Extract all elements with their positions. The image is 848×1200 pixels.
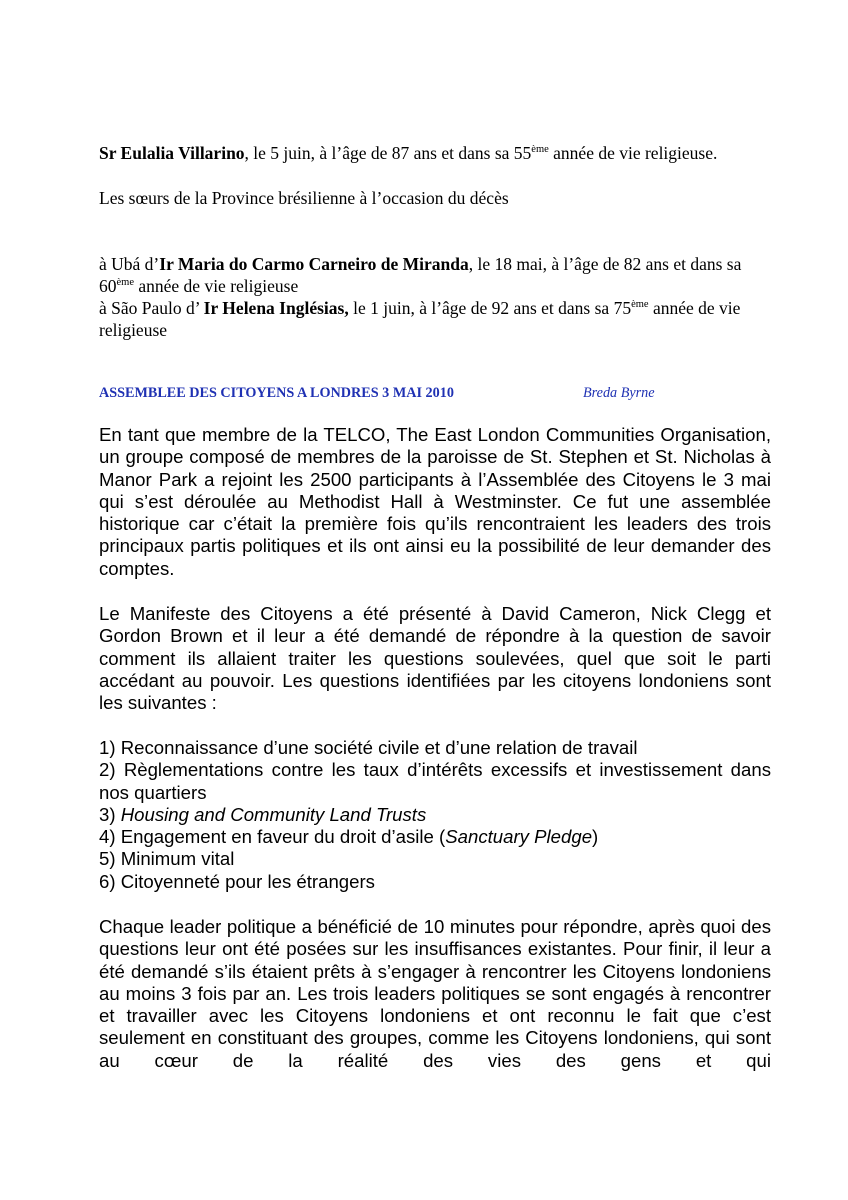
article-heading xyxy=(99,384,771,402)
article-paragraph-3: Chaque leader politique a bénéficié de 10 minutes pour répondre, après quoi des questions leur ont été posées sur les insuffisances existantes. Pour finir, il leur a été demandé s’ils étaient prêts à s’engager à rencontrer les Citoyens londoniens au moins 3 fois par an. Les trois leaders politiques se sont engagés à rencontrer et travailler avec les Citoyens londoniens et ont reconnu le fait que c’est seulement en constituant des groupes, comme les Citoyens londoniens, qui sont au cœur de la réalité des vies des gens et qui xyxy=(99,916,771,1071)
obituary-name: Sr Eulalia Villarino xyxy=(99,143,245,163)
obituary-brazil xyxy=(99,253,771,341)
obituary-name: Ir Maria do Carmo Carneiro de Miranda xyxy=(159,254,469,274)
obituary-prefix: à Ubá d’ xyxy=(99,254,160,274)
obituary-eulalia xyxy=(99,142,771,164)
obituary-text: le 1 juin, à l’âge de 92 ans et dans sa 75 xyxy=(348,298,632,318)
list-item xyxy=(99,804,771,826)
list-item xyxy=(99,826,771,848)
issues-list xyxy=(99,737,771,893)
obituary-text: , le 18 mai, à l’âge de 82 ans et dans sa 60 xyxy=(99,254,742,296)
superscript: ème xyxy=(116,277,134,288)
list-item-number: 3) xyxy=(99,803,121,825)
obituary-name: Ir Helena Inglésias, xyxy=(203,298,349,318)
list-item-italic: Housing and Community Land Trusts xyxy=(120,803,427,825)
obituary-maria xyxy=(99,253,771,297)
obituary-helena xyxy=(99,297,771,341)
superscript: ème xyxy=(631,299,649,310)
list-item-text: 4) Engagement en faveur du droit d’asile ( xyxy=(99,826,446,848)
list-item-text: ) xyxy=(592,826,599,848)
superscript: ème xyxy=(531,144,549,155)
list-item: 2) Règlementations contre les taux d’intérêts excessifs et investissement dans nos quartiers xyxy=(99,759,771,803)
article-paragraph-1: En tant que membre de la TELCO, The East London Communities Organisation, un groupe composé de membres de la paroisse de St. Stephen et St. Nicholas à Manor Park a rejoint les 2500 participants à l’Assemblée des Citoyens le 3 mai qui s’est déroulée au Methodist Hall à Westminster. Ce fut une assemblée historique car c’était la première fois qu’ils rencontraient les leaders des trois principaux partis politiques et ils ont ainsi eu la possibilité de leur demander des comptes. xyxy=(99,424,771,579)
obituary-text: année de vie religieuse. xyxy=(548,143,718,163)
article-paragraph-2: Le Manifeste des Citoyens a été présenté à David Cameron, Nick Clegg et Gordon Brown et il leur a été demandé de répondre à la question de savoir comment ils allaient traiter les questions soulevées, quel que soit le parti accédant au pouvoir. Les questions identifiées par les citoyens londoniens sont les suivantes : xyxy=(99,603,771,714)
province-intro: Les sœurs de la Province brésilienne à l’occasion du décès xyxy=(99,188,509,208)
article-author: Breda Byrne xyxy=(583,385,655,401)
obituary-text: année de vie religieuse xyxy=(99,298,741,340)
obituary-prefix: à São Paulo d’ xyxy=(99,298,204,318)
list-item: 5) Minimum vital xyxy=(99,848,235,870)
obituary-text: , le 5 juin, à l’âge de 87 ans et dans sa 55 xyxy=(244,143,532,163)
list-item: 6) Citoyenneté pour les étrangers xyxy=(99,870,375,892)
article-title: ASSEMBLEE DES CITOYENS A LONDRES 3 MAI 2010 xyxy=(99,385,454,401)
obituary-text: année de vie religieuse xyxy=(134,276,299,296)
list-item: 1) Reconnaissance d’une société civile et d’une relation de travail xyxy=(99,737,638,758)
list-item-italic: Sanctuary Pledge xyxy=(445,826,593,848)
